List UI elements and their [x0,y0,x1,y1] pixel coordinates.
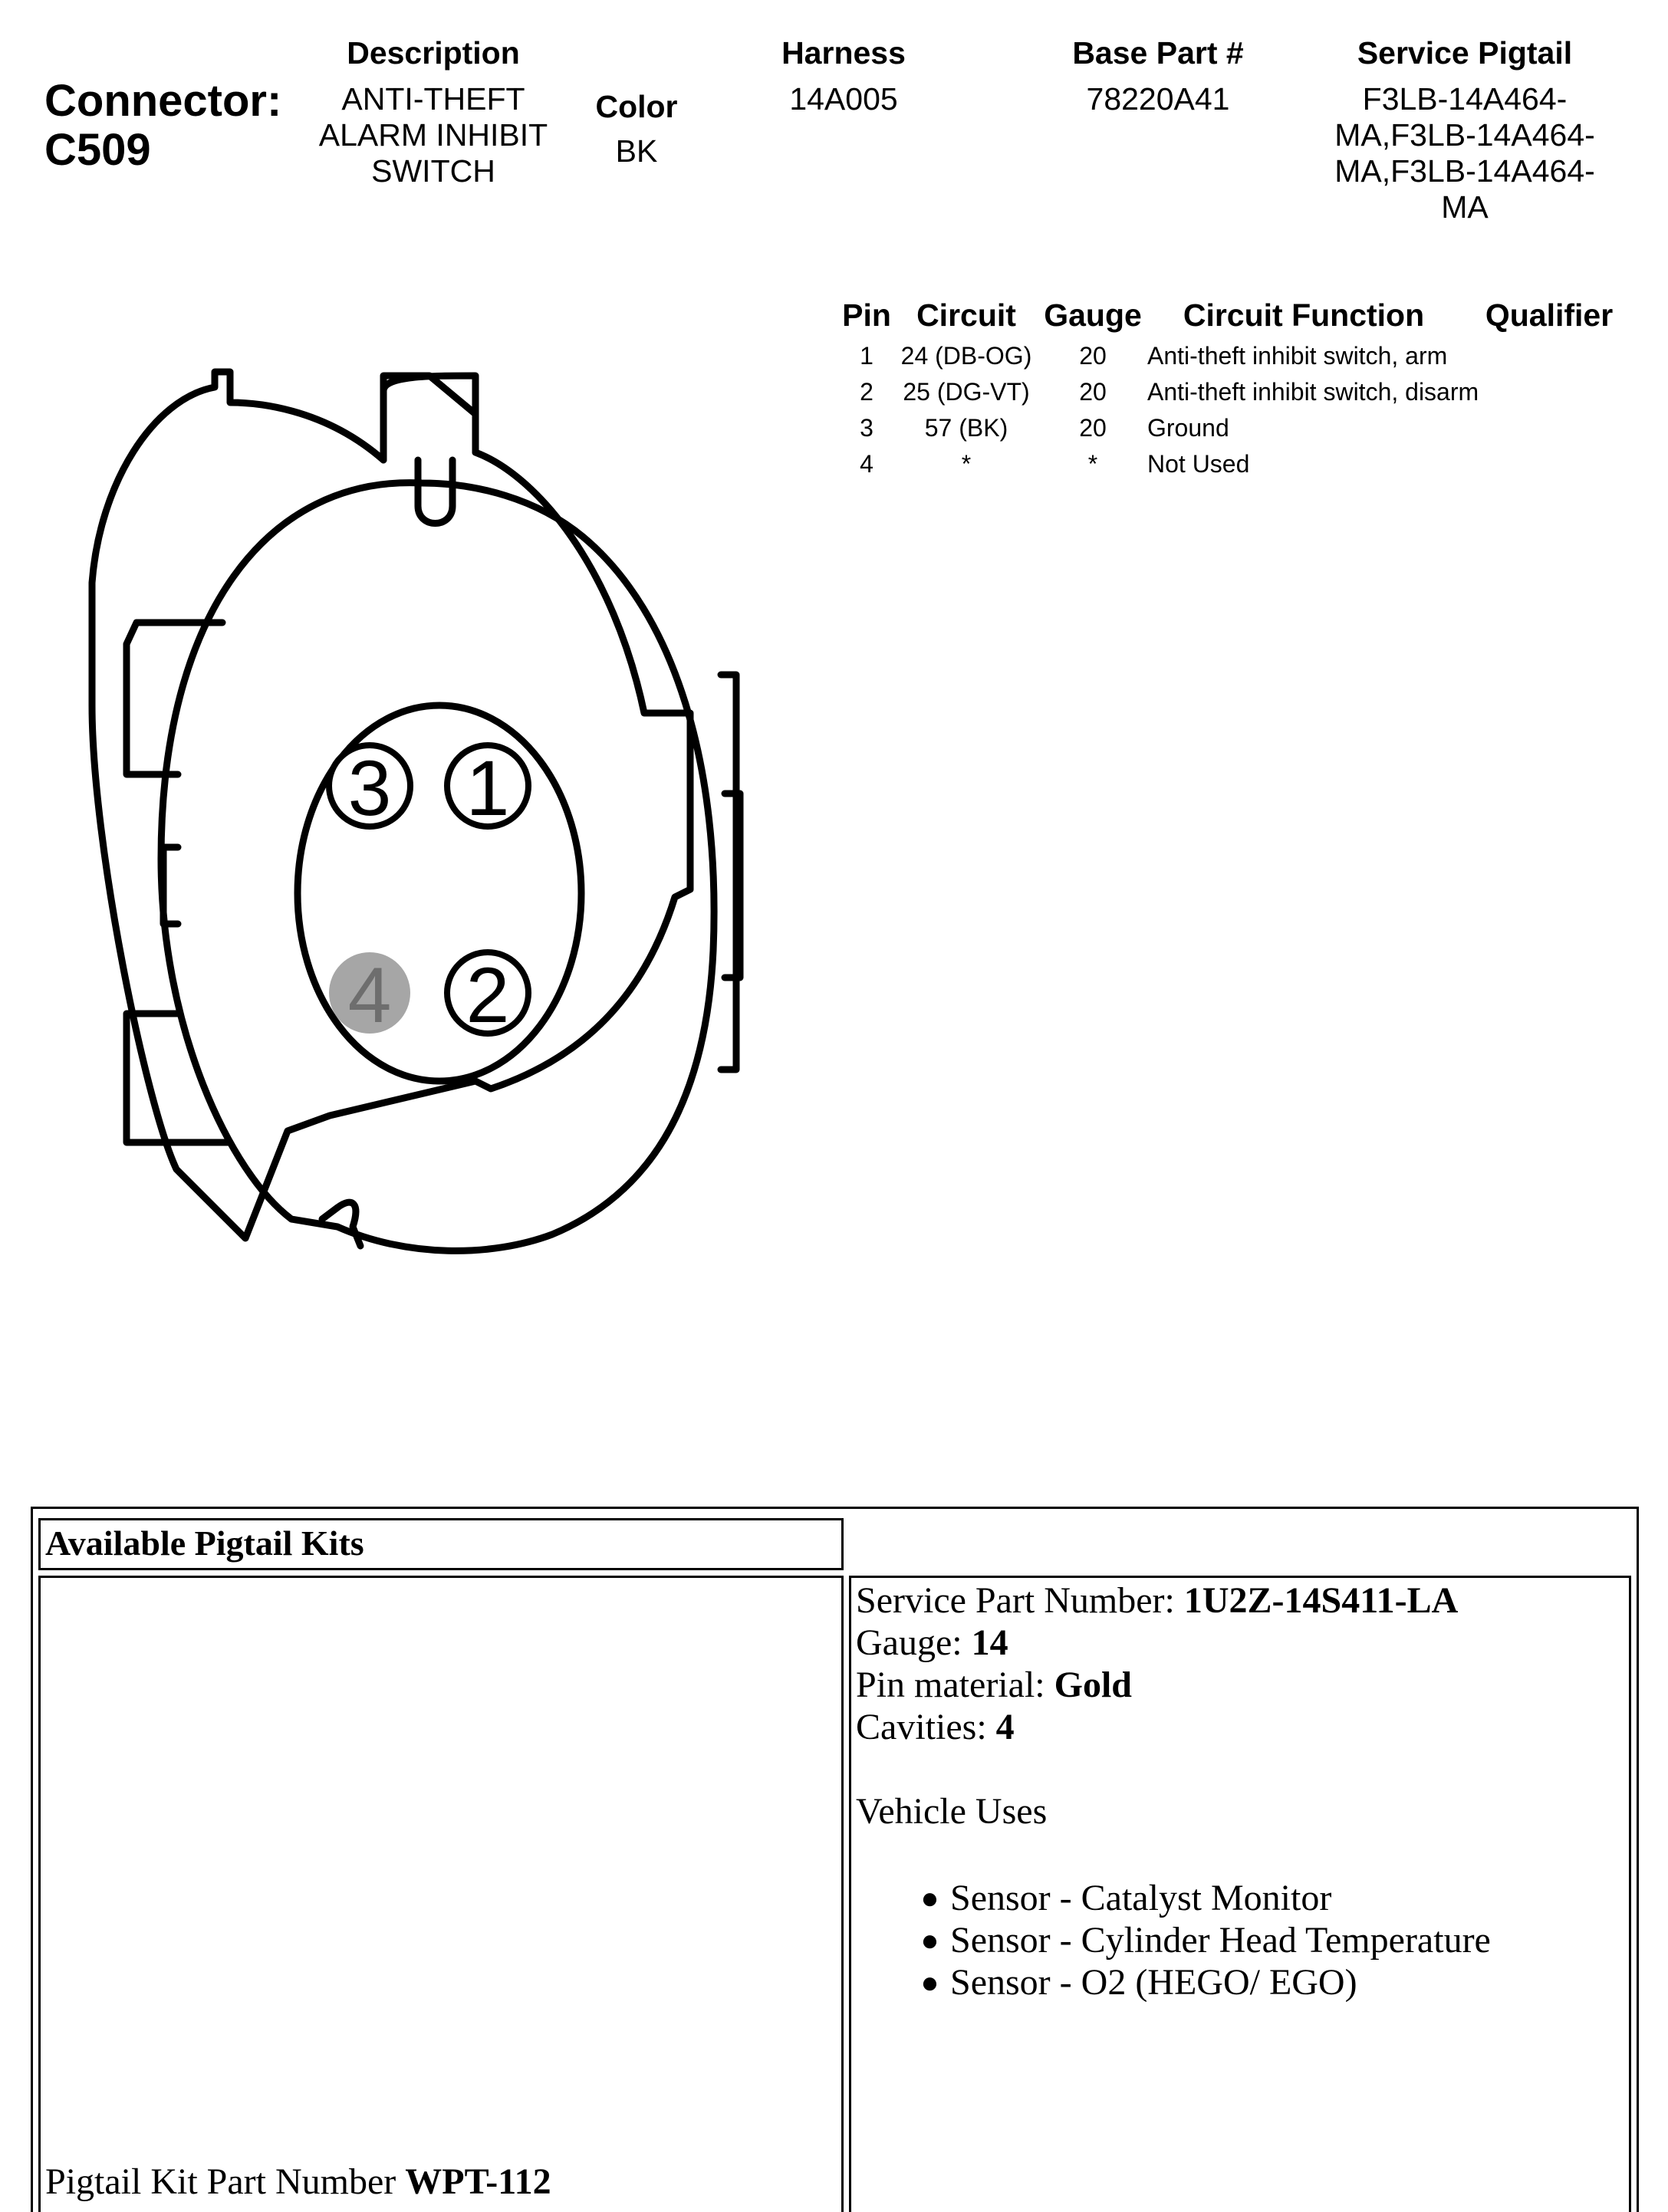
bullet-icon: ● [920,1923,939,1957]
table-row-gauge: 20 [1079,414,1107,442]
color-value: BK [615,133,658,169]
table-row-gauge: 20 [1079,342,1107,370]
service-part-label: Service Part Number: [856,1580,1184,1621]
table-row-pin: 3 [860,414,873,442]
connector-top-tab [383,376,475,460]
table-row-pin: 1 [860,342,873,370]
description-line: ALARM INHIBIT [318,117,548,153]
table-row-circuit: 57 (BK) [924,414,1008,442]
pigtail-kit-part-value: WPT-112 [405,2161,551,2202]
pigtail-info [851,1578,1629,2005]
gauge-label: Gauge: [856,1622,972,1663]
description-header: Description [347,35,520,71]
pigtail-kit-part-label: Pigtail Kit Part Number [45,2161,406,2202]
pigtail-image-cell [38,1576,844,2212]
table-row-function: Ground [1147,414,1229,442]
cavities-value: 4 [995,1707,1015,1747]
description-line: ANTI-THEFT [341,81,525,117]
pin-table-header-qualifier: Qualifier [1485,297,1614,333]
list-item [910,1961,1624,2003]
connector-top-key [418,460,452,524]
pin-label-2: 2 [466,952,510,1039]
pin-label-3: 3 [347,744,392,832]
connector-diagram [0,0,767,1380]
vehicle-uses-label: Vehicle Uses [856,1791,1048,1832]
vehicle-uses-list [910,1877,1624,2003]
service-pigtail-line: MA,F3LB-14A464- [1334,153,1595,189]
service-part-line [856,1579,1624,1622]
base-part-value: 78220A41 [1086,81,1230,117]
pigtail-title: Available Pigtail Kits [45,1523,364,1563]
gauge-value: 14 [971,1622,1008,1663]
harness-value: 14A005 [789,81,898,117]
pin-group [329,744,528,1039]
pigtail-title-cell [38,1518,844,1570]
list-item [910,1877,1624,1919]
color-header: Color [595,89,678,124]
table-row-circuit: 25 (DG-VT) [903,378,1030,406]
pin-material-line [856,1664,1624,1706]
connector-left-tab-lower [127,1014,230,1142]
bullet-icon: ● [920,1881,939,1915]
cavities-label: Cavities: [856,1707,996,1747]
vehicle-use-text: Sensor - Cylinder Head Temperature [950,1920,1491,1961]
base-part-header: Base Part # [1072,35,1244,71]
connector-left-tab-upper [127,623,222,774]
connector-right-latch-inner [725,794,740,978]
table-row-function: Not Used [1147,450,1250,478]
harness-header: Harness [781,35,906,71]
table-row-gauge: * [1087,450,1098,478]
pin-label-1: 1 [466,744,510,832]
connector-inner-outline [161,483,714,1251]
pigtail-kit-part [45,2161,551,2203]
pin-table-header-function: Circuit Function [1183,297,1425,333]
table-row-circuit: * [961,450,972,478]
vehicle-use-text: Sensor - O2 (HEGO/ EGO) [950,1962,1357,2003]
description-line: SWITCH [371,153,495,189]
table-row-function: Anti-theft inhibit switch, disarm [1147,378,1479,406]
connector-right-latch [721,675,736,1070]
list-item [910,1919,1624,1961]
bullet-icon: ● [920,1965,939,2000]
table-row-pin: 4 [860,450,873,478]
table-row-pin: 2 [860,378,873,406]
service-part-value: 1U2Z-14S411-LA [1183,1580,1459,1621]
service-pigtail-header: Service Pigtail [1357,35,1573,71]
pin-table-header-gauge: Gauge [1044,297,1142,333]
service-pigtail-line: MA,F3LB-14A464- [1334,117,1595,153]
pin-table-header-circuit: Circuit [916,297,1016,333]
vehicle-use-text: Sensor - Catalyst Monitor [950,1878,1332,1918]
pin-material-value: Gold [1054,1665,1132,1705]
pin-table-header-pin: Pin [842,297,891,333]
service-pigtail-value [1304,81,1626,225]
table-row-function: Anti-theft inhibit switch, arm [1147,342,1448,370]
table-row-circuit: 24 (DB-OG) [900,342,1032,370]
pigtail-info-cell [849,1576,1631,2212]
pin-label-4: 4 [347,952,392,1039]
connector-id: C509 [44,125,151,175]
service-pigtail-line: F3LB-14A464- [1362,81,1568,117]
pin-material-label: Pin material: [856,1665,1054,1705]
connector-label: Connector: [44,76,282,126]
gauge-line [856,1622,1624,1664]
cavities-line [856,1706,1624,1748]
table-row-gauge: 20 [1079,378,1107,406]
service-pigtail-line: MA [1441,189,1489,225]
